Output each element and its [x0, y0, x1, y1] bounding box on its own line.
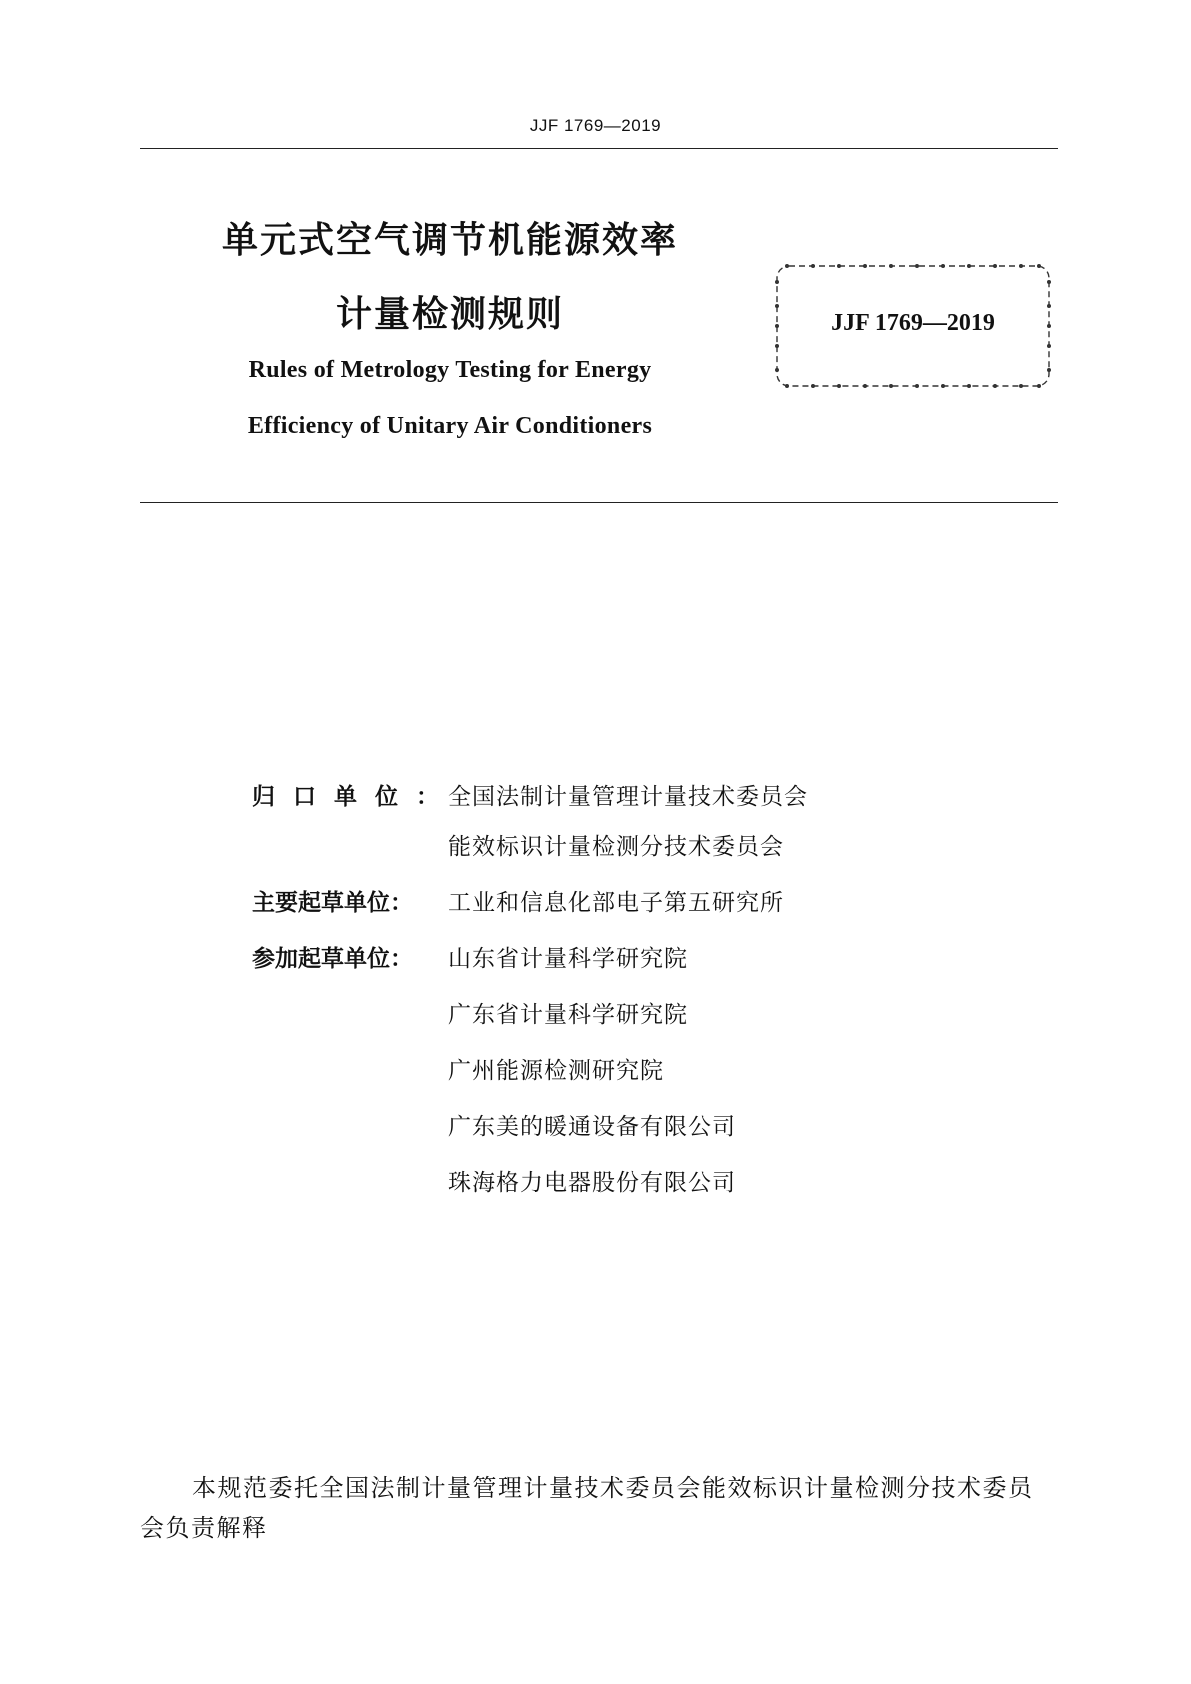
responsible-org-2: 能效标识计量检测分技术委员会 — [448, 834, 784, 860]
title-en-line2: Efficiency of Unitary Air Conditioners — [247, 413, 653, 439]
title-divider — [140, 502, 1058, 503]
participants-label: 参加起草单位： — [252, 946, 413, 972]
participant-org: 广东美的暖通设备有限公司 — [448, 1114, 736, 1140]
standard-code-box — [773, 262, 1053, 390]
main-drafter-label: 主要起草单位： — [252, 890, 413, 916]
participant-org: 广州能源检测研究院 — [448, 1058, 664, 1084]
title-en-line1: Rules of Metrology Testing for Energy — [248, 357, 652, 383]
standard-code: JJF 1769—2019 — [831, 310, 995, 336]
responsible-label: 归口单位： — [252, 784, 457, 810]
page-header-code: JJF 1769—2019 — [529, 116, 662, 135]
header-divider — [140, 148, 1058, 149]
interpretation-note: 本规范委托全国法制计量管理计量技术委员会能效标识计量检测分技术委员会负责解释 — [140, 1474, 1034, 1542]
main-drafter-org: 工业和信息化部电子第五研究所 — [448, 890, 784, 916]
participant-org: 山东省计量科学研究院 — [448, 946, 688, 972]
participant-org: 广东省计量科学研究院 — [448, 1002, 688, 1028]
title-cn-line1: 单元式空气调节机能源效率 — [221, 220, 678, 261]
responsible-org-1: 全国法制计量管理计量技术委员会 — [448, 784, 808, 810]
title-cn-line2: 计量检测规则 — [335, 294, 564, 335]
participant-org: 珠海格力电器股份有限公司 — [448, 1170, 736, 1196]
